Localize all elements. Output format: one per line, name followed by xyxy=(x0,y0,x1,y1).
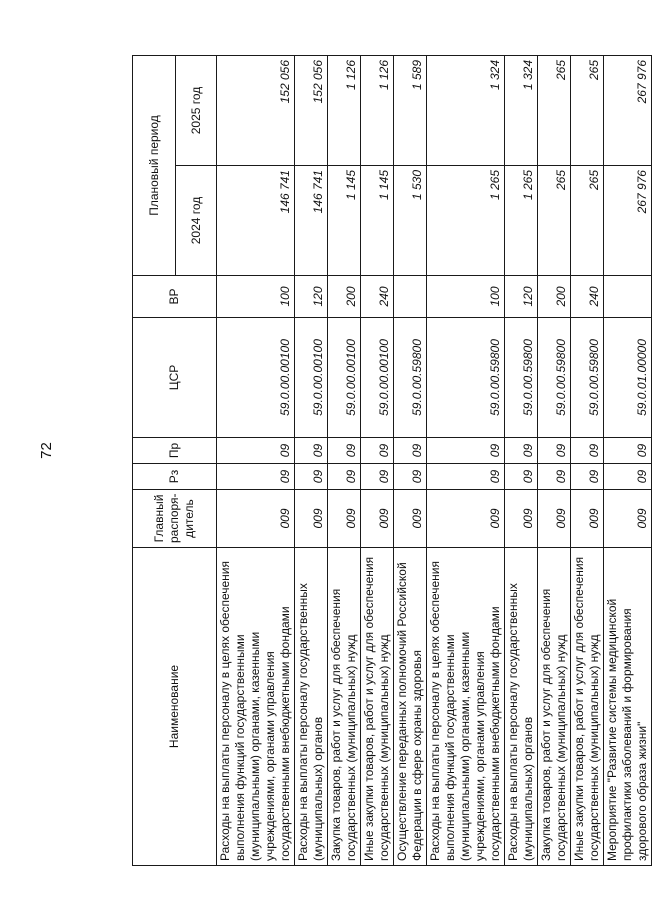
table-row xyxy=(427,55,505,865)
rotated-table-container xyxy=(132,56,649,866)
cell-rz: 09 xyxy=(571,464,604,490)
cell-name: Расходы на выплаты персоналу в целях обеспечения выполнения функций государственными (муниципальными) органами, казенными учреждениями, органами управления государственными внебюджетными фондами xyxy=(217,548,295,866)
cell-vr: 100 xyxy=(427,276,505,318)
col-header-csr: ЦСР xyxy=(133,318,217,438)
cell-rz: 09 xyxy=(394,464,427,490)
cell-gr: 009 xyxy=(538,490,571,548)
cell-name: Закупка товаров, работ и услуг для обеспечения государственных (муниципальных) нужд xyxy=(538,548,571,866)
cell-2025: 152 056 xyxy=(217,55,295,165)
col-header-planned-period: Плановый период xyxy=(133,55,176,275)
cell-vr: 240 xyxy=(571,276,604,318)
cell-gr: 009 xyxy=(394,490,427,548)
cell-vr: 240 xyxy=(361,276,394,318)
cell-2024: 1 530 xyxy=(394,166,427,276)
cell-rz: 09 xyxy=(295,464,328,490)
cell-rz: 09 xyxy=(217,464,295,490)
cell-csr: 59.0.00.59800 xyxy=(538,318,571,438)
table-row xyxy=(505,55,538,865)
budget-table xyxy=(132,55,652,866)
cell-gr: 009 xyxy=(427,490,505,548)
cell-csr: 59.0.00.00100 xyxy=(361,318,394,438)
cell-2025: 1 324 xyxy=(427,55,505,165)
cell-pr: 09 xyxy=(505,438,538,464)
col-header-gr: Главный распоря-дитель xyxy=(133,490,217,548)
table-row xyxy=(394,55,427,865)
cell-2024: 265 xyxy=(571,166,604,276)
cell-gr: 009 xyxy=(505,490,538,548)
cell-gr: 009 xyxy=(295,490,328,548)
cell-gr: 009 xyxy=(328,490,361,548)
cell-gr: 009 xyxy=(604,490,652,548)
cell-pr: 09 xyxy=(571,438,604,464)
cell-name: Иные закупки товаров, работ и услуг для обеспечения государственных (муниципальных) нужд xyxy=(361,548,394,866)
cell-csr: 59.0.00.59800 xyxy=(571,318,604,438)
cell-2024: 146 741 xyxy=(217,166,295,276)
cell-2024: 1 145 xyxy=(361,166,394,276)
cell-rz: 09 xyxy=(505,464,538,490)
cell-pr: 09 xyxy=(217,438,295,464)
cell-pr: 09 xyxy=(361,438,394,464)
cell-rz: 09 xyxy=(361,464,394,490)
cell-csr: 59.0.00.59800 xyxy=(394,318,427,438)
cell-2024: 146 741 xyxy=(295,166,328,276)
cell-2025: 1 324 xyxy=(505,55,538,165)
cell-name: Расходы на выплаты персоналу государственных (муниципальных) органов xyxy=(295,548,328,866)
cell-name: Осуществление переданных полномочий Российской Федерации в сфере охраны здоровья xyxy=(394,548,427,866)
cell-csr: 59.0.00.00100 xyxy=(328,318,361,438)
cell-vr xyxy=(604,276,652,318)
cell-name: Закупка товаров, работ и услуг для обеспечения государственных (муниципальных) нужд xyxy=(328,548,361,866)
col-header-2025: 2025 год xyxy=(176,55,217,165)
cell-vr xyxy=(394,276,427,318)
cell-2025: 1 589 xyxy=(394,55,427,165)
cell-gr: 009 xyxy=(217,490,295,548)
cell-2024: 1 145 xyxy=(328,166,361,276)
cell-2025: 152 056 xyxy=(295,55,328,165)
cell-vr: 200 xyxy=(328,276,361,318)
cell-gr: 009 xyxy=(361,490,394,548)
cell-2025: 1 126 xyxy=(361,55,394,165)
table-row xyxy=(295,55,328,865)
cell-pr: 09 xyxy=(394,438,427,464)
cell-2024: 1 265 xyxy=(505,166,538,276)
cell-pr: 09 xyxy=(328,438,361,464)
cell-name: Расходы на выплаты персоналу государственных (муниципальных) органов xyxy=(505,548,538,866)
table-row xyxy=(361,55,394,865)
cell-gr: 009 xyxy=(571,490,604,548)
cell-pr: 09 xyxy=(295,438,328,464)
cell-2024: 265 xyxy=(538,166,571,276)
cell-vr: 100 xyxy=(217,276,295,318)
cell-pr: 09 xyxy=(538,438,571,464)
col-header-vr: ВР xyxy=(133,276,217,318)
cell-vr: 120 xyxy=(505,276,538,318)
table-row xyxy=(571,55,604,865)
cell-2025: 267 976 xyxy=(604,55,652,165)
cell-name: Мероприятие "Развитие системы медицинской профилактики заболеваний и формирования здорового образа жизни" xyxy=(604,548,652,866)
cell-2025: 1 126 xyxy=(328,55,361,165)
cell-pr: 09 xyxy=(604,438,652,464)
cell-rz: 09 xyxy=(538,464,571,490)
cell-2024: 1 265 xyxy=(427,166,505,276)
cell-csr: 59.0.00.59800 xyxy=(427,318,505,438)
cell-2024: 267 976 xyxy=(604,166,652,276)
cell-csr: 59.0.00.00100 xyxy=(217,318,295,438)
col-header-name: Наименование xyxy=(133,548,217,866)
cell-2025: 265 xyxy=(571,55,604,165)
cell-rz: 09 xyxy=(427,464,505,490)
cell-csr: 59.0.00.00100 xyxy=(295,318,328,438)
cell-name: Расходы на выплаты персоналу в целях обеспечения выполнения функций государственными (муниципальными) органами, казенными учреждениями, органами управления государственными внебюджетными фондами xyxy=(427,548,505,866)
cell-csr: 59.0.01.00000 xyxy=(604,318,652,438)
cell-rz: 09 xyxy=(604,464,652,490)
table-row xyxy=(217,55,295,865)
table-row xyxy=(538,55,571,865)
header-row-1 xyxy=(133,55,176,865)
cell-vr: 200 xyxy=(538,276,571,318)
cell-pr: 09 xyxy=(427,438,505,464)
col-header-rz: Рз xyxy=(133,464,217,490)
table-row xyxy=(604,55,652,865)
cell-2025: 265 xyxy=(538,55,571,165)
table-row xyxy=(328,55,361,865)
cell-vr: 120 xyxy=(295,276,328,318)
col-header-pr: Пр xyxy=(133,438,217,464)
page-number: 72 xyxy=(37,442,55,459)
cell-rz: 09 xyxy=(328,464,361,490)
col-header-2024: 2024 год xyxy=(176,166,217,276)
cell-name: Иные закупки товаров, работ и услуг для обеспечения государственных (муниципальных) нужд xyxy=(571,548,604,866)
cell-csr: 59.0.00.59800 xyxy=(505,318,538,438)
